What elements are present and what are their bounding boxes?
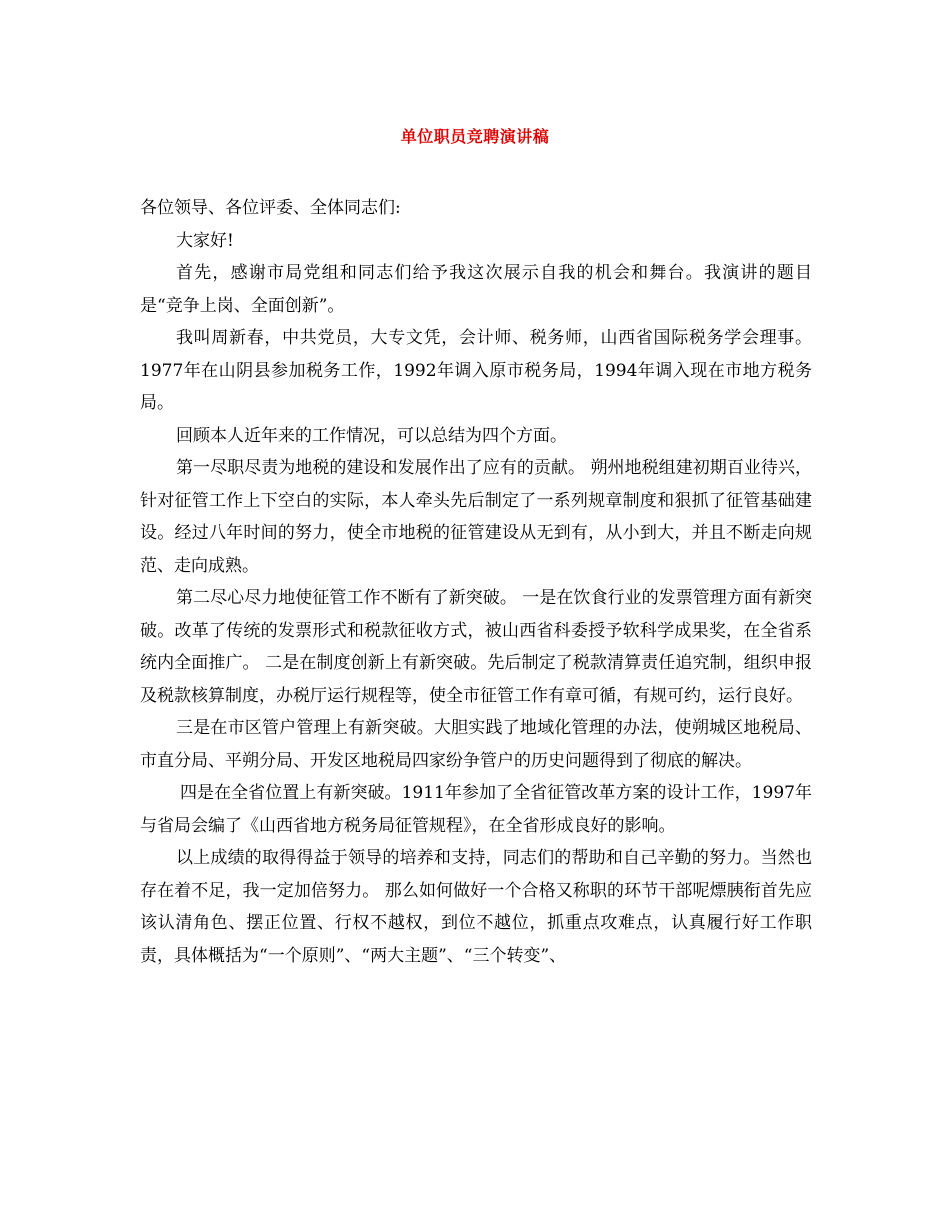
paragraph-third-point: 三是在市区管户管理上有新突破。大胆实践了地域化管理的办法，使朔城区地税局、市直分局、平朔分局、开发区地税局四家纷争管户的历史问题得到了彻底的解决。: [140, 718, 812, 771]
document-title: 单位职员竞聘演讲稿: [400, 127, 550, 146]
paragraph-first-point: 第一尽职尽责为地税的建设和发展作出了应有的贡献。 朔州地税组建初期百业待兴，针对征管工作上下空白的实际，本人牵头先后制定了一系列规章制度和狠抓了征管基础建设。经过八年时间的努力，使全市地税的征管建设从无到有，从小到大，并且不断走向规范、走向成熟。: [140, 458, 812, 576]
paragraph-self-intro: 我叫周新春，中共党员，大专文凭，会计师、税务师，山西省国际税务学会理事。1977年在山阴县参加税务工作，1992年调入原市税务局，1994年调入现在市地方税务局。: [140, 328, 812, 413]
paragraph-fourth-point: 四是在全省位置上有新突破。1911年参加了全省征管改革方案的设计工作，1997年与省局会编了《山西省地方税务局征管规程》，在全省形成良好的影响。: [140, 783, 812, 836]
document-body: [140, 192, 812, 972]
paragraph-second-point: 第二尽心尽力地使征管工作不断有了新突破。 一是在饮食行业的发票管理方面有新突破。改革了传统的发票形式和税款征收方式，被山西省科委授予软科学成果奖，在全省系统内全面推广。 二是在制度创新上有新突破。先后制定了税款清算责任追究制，组织申报及税款核算制度，办税厅运行规程等，使全市征管工作有章可循，有规可约，运行良好。: [140, 588, 812, 706]
paragraph-conclusion: 以上成绩的取得得益于领导的培养和支持，同志们的帮助和自己辛勤的努力。当然也存在着不足，我一定加倍努力。 那么如何做好一个合格又称职的环节干部呢熛胰衔首先应该认清角色、摆正位置、行权不越权，到位不越位，抓重点攻难点，认真履行好工作职责，具体概括为“一个原则”、“两大主题”、“三个转变”、: [140, 848, 812, 966]
paragraph-review: 回顾本人近年来的工作情况，可以总结为四个方面。: [176, 425, 567, 446]
salutation: 各位领导、各位评委、全体同志们:: [140, 198, 401, 218]
paragraph-greeting: 大家好!: [176, 230, 234, 251]
paragraph-thanks: 首先，感谢市局党组和同志们给予我这次展示自我的机会和舞台。我演讲的题目是“竞争上岗、全面创新”。: [140, 263, 812, 316]
